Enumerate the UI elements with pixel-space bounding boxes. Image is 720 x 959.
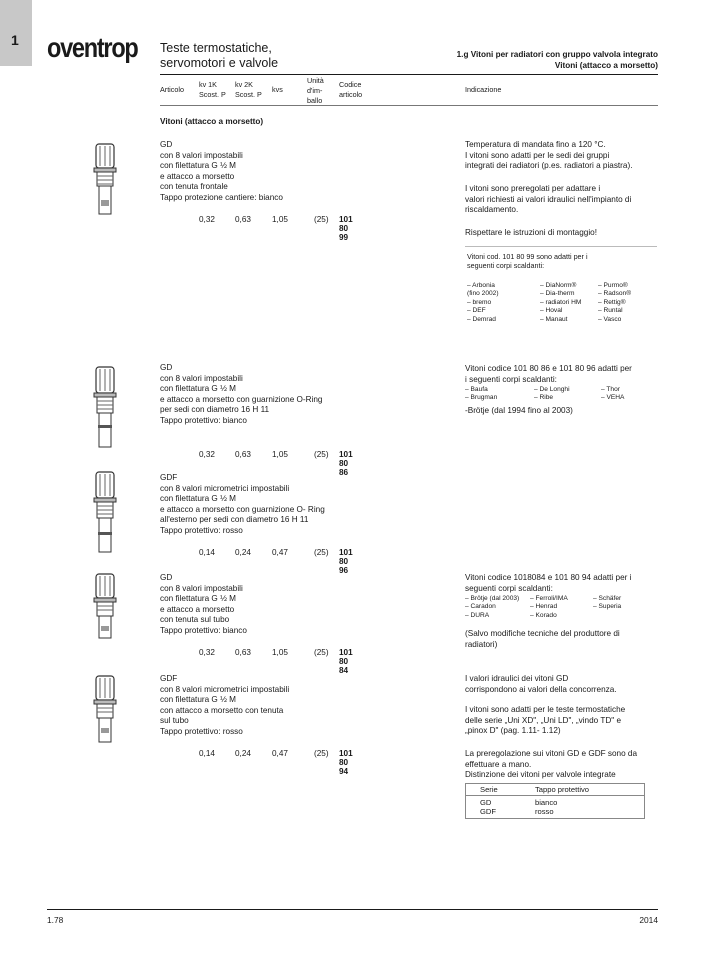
legend-row: GDF rosso xyxy=(480,807,554,816)
legend-table xyxy=(465,783,645,819)
article-code: 101 80 96 xyxy=(339,548,353,575)
article-description: GDF con 8 valori micrometrici impostabili con filettatura G ½ M e attacco a morsetto con guarnizione O- Ring all'esterno per sedi con diametro 16 H 11 Tappo protettivo: rosso xyxy=(160,473,325,535)
title-line: servomotori e valvole xyxy=(160,56,279,70)
article-description: GD con 8 valori impostabili con filettatura G ½ M e attacco a morsetto con tenuta frontale Tappo protezione cantiere: bianco xyxy=(160,140,283,202)
article-description: GD con 8 valori impostabili con filettatura G ½ M e attacco a morsetto con tenuta sul tubo Tappo protettivo: bianco xyxy=(160,573,247,635)
article-code: 101 80 84 xyxy=(339,648,353,675)
col-kvs: kvs xyxy=(272,85,283,94)
col-kv2k: kv 2K Scost. P xyxy=(235,80,262,99)
page-title xyxy=(160,41,360,71)
col-codice: Codice articolo xyxy=(339,80,363,99)
note-subject-to-change: (Salvo modifiche tecniche del produttore di radiatori) xyxy=(465,629,620,649)
col-indicazione: Indicazione xyxy=(465,85,502,94)
note-suitable-8084: Vitoni codice 1018084 e 101 80 94 adatti per i seguenti corpi scaldanti: xyxy=(465,573,632,593)
title-line: Teste termostatiche, xyxy=(160,41,272,55)
article-code: 101 80 99 xyxy=(339,215,353,242)
note-preset: I vitoni sono preregolati per adattare i valori richiesti ai valori idraulici nell'impianto di riscaldamento. xyxy=(465,184,632,215)
article-code: 101 80 94 xyxy=(339,749,353,776)
header-rule xyxy=(160,74,658,75)
valve-gd-frontal-icon xyxy=(90,142,120,218)
col-unita: Unità d'im- ballo xyxy=(307,76,324,105)
page-subtitle xyxy=(457,49,658,71)
column-header-rule xyxy=(160,105,658,106)
note-temperature: Temperatura di mandata fino a 120 °C. I vitoni sono adatti per le sedi dei gruppi integrati dei radiatori (p.es. radiatori a piastra). xyxy=(465,140,633,171)
note-suitable-8086: Vitoni codice 101 80 86 e 101 80 96 adatti per i seguenti corpi scaldanti: xyxy=(465,364,632,384)
footer-rule xyxy=(47,909,658,910)
article-description: GDF con 8 valori micrometrici impostabili con filettatura G ½ M con attacco a morsetto con tenuta sul tubo Tappo protettivo: rosso xyxy=(160,674,290,736)
col-articolo: Articolo xyxy=(160,85,184,94)
valve-gdf-tube-icon xyxy=(90,674,120,746)
legend-header: Serie Tappo protettivo xyxy=(466,784,644,796)
col-kv1k: kv 1K Scost. P xyxy=(199,80,226,99)
article-description: GD con 8 valori impostabili con filettatura G ½ M e attacco a morsetto con guarnizione O-Ring per sedi con diametro 16 H 11 Tappo protettivo: bianco xyxy=(160,363,323,425)
subtitle-line: 1.g Vitoni per radiatori con gruppo valvola integrato xyxy=(456,50,658,59)
note-suitable-10180 99: Vitoni cod. 101 80 99 sono adatti per i seguenti corpi scaldanti: xyxy=(467,252,588,271)
legend-body xyxy=(466,796,644,818)
note-hydraulic-values: I valori idraulici dei vitoni GD corrispondono ai valori della concorrenza. xyxy=(465,674,617,694)
subtitle-line: Vitoni (attacco a morsetto) xyxy=(554,61,658,70)
note-divider xyxy=(465,246,657,247)
note-brotje: -Brötje (dal 1994 fino al 2003) xyxy=(465,406,573,415)
note-mounting: Rispettare le istruzioni di montaggio! xyxy=(465,228,597,237)
note-presetting: La preregolazione sui vitoni GD e GDF sono da effettuare a mano. Distinzione dei vitoni per valvole integrate xyxy=(465,749,638,780)
page-number: 1.78 xyxy=(47,915,64,925)
article-code: 101 80 86 xyxy=(339,450,353,477)
chapter-tab xyxy=(0,0,32,66)
year: 2014 xyxy=(639,915,658,925)
brand-logo: oventrop xyxy=(47,32,138,63)
valve-gd-oring-icon xyxy=(90,365,120,451)
valve-gd-tube-icon xyxy=(90,572,120,642)
note-thermostatic-heads: I vitoni sono adatti per le teste termostatiche delle serie „Uni XD", „Uni LD", „vindo TD" e „pinox D" (pag. 1.11- 1.12) xyxy=(465,705,626,736)
legend-row: GD bianco xyxy=(480,798,558,807)
chapter-number: 1 xyxy=(11,32,19,48)
section-title: Vitoni (attacco a morsetto) xyxy=(160,117,264,126)
valve-gdf-oring-icon xyxy=(90,470,120,556)
